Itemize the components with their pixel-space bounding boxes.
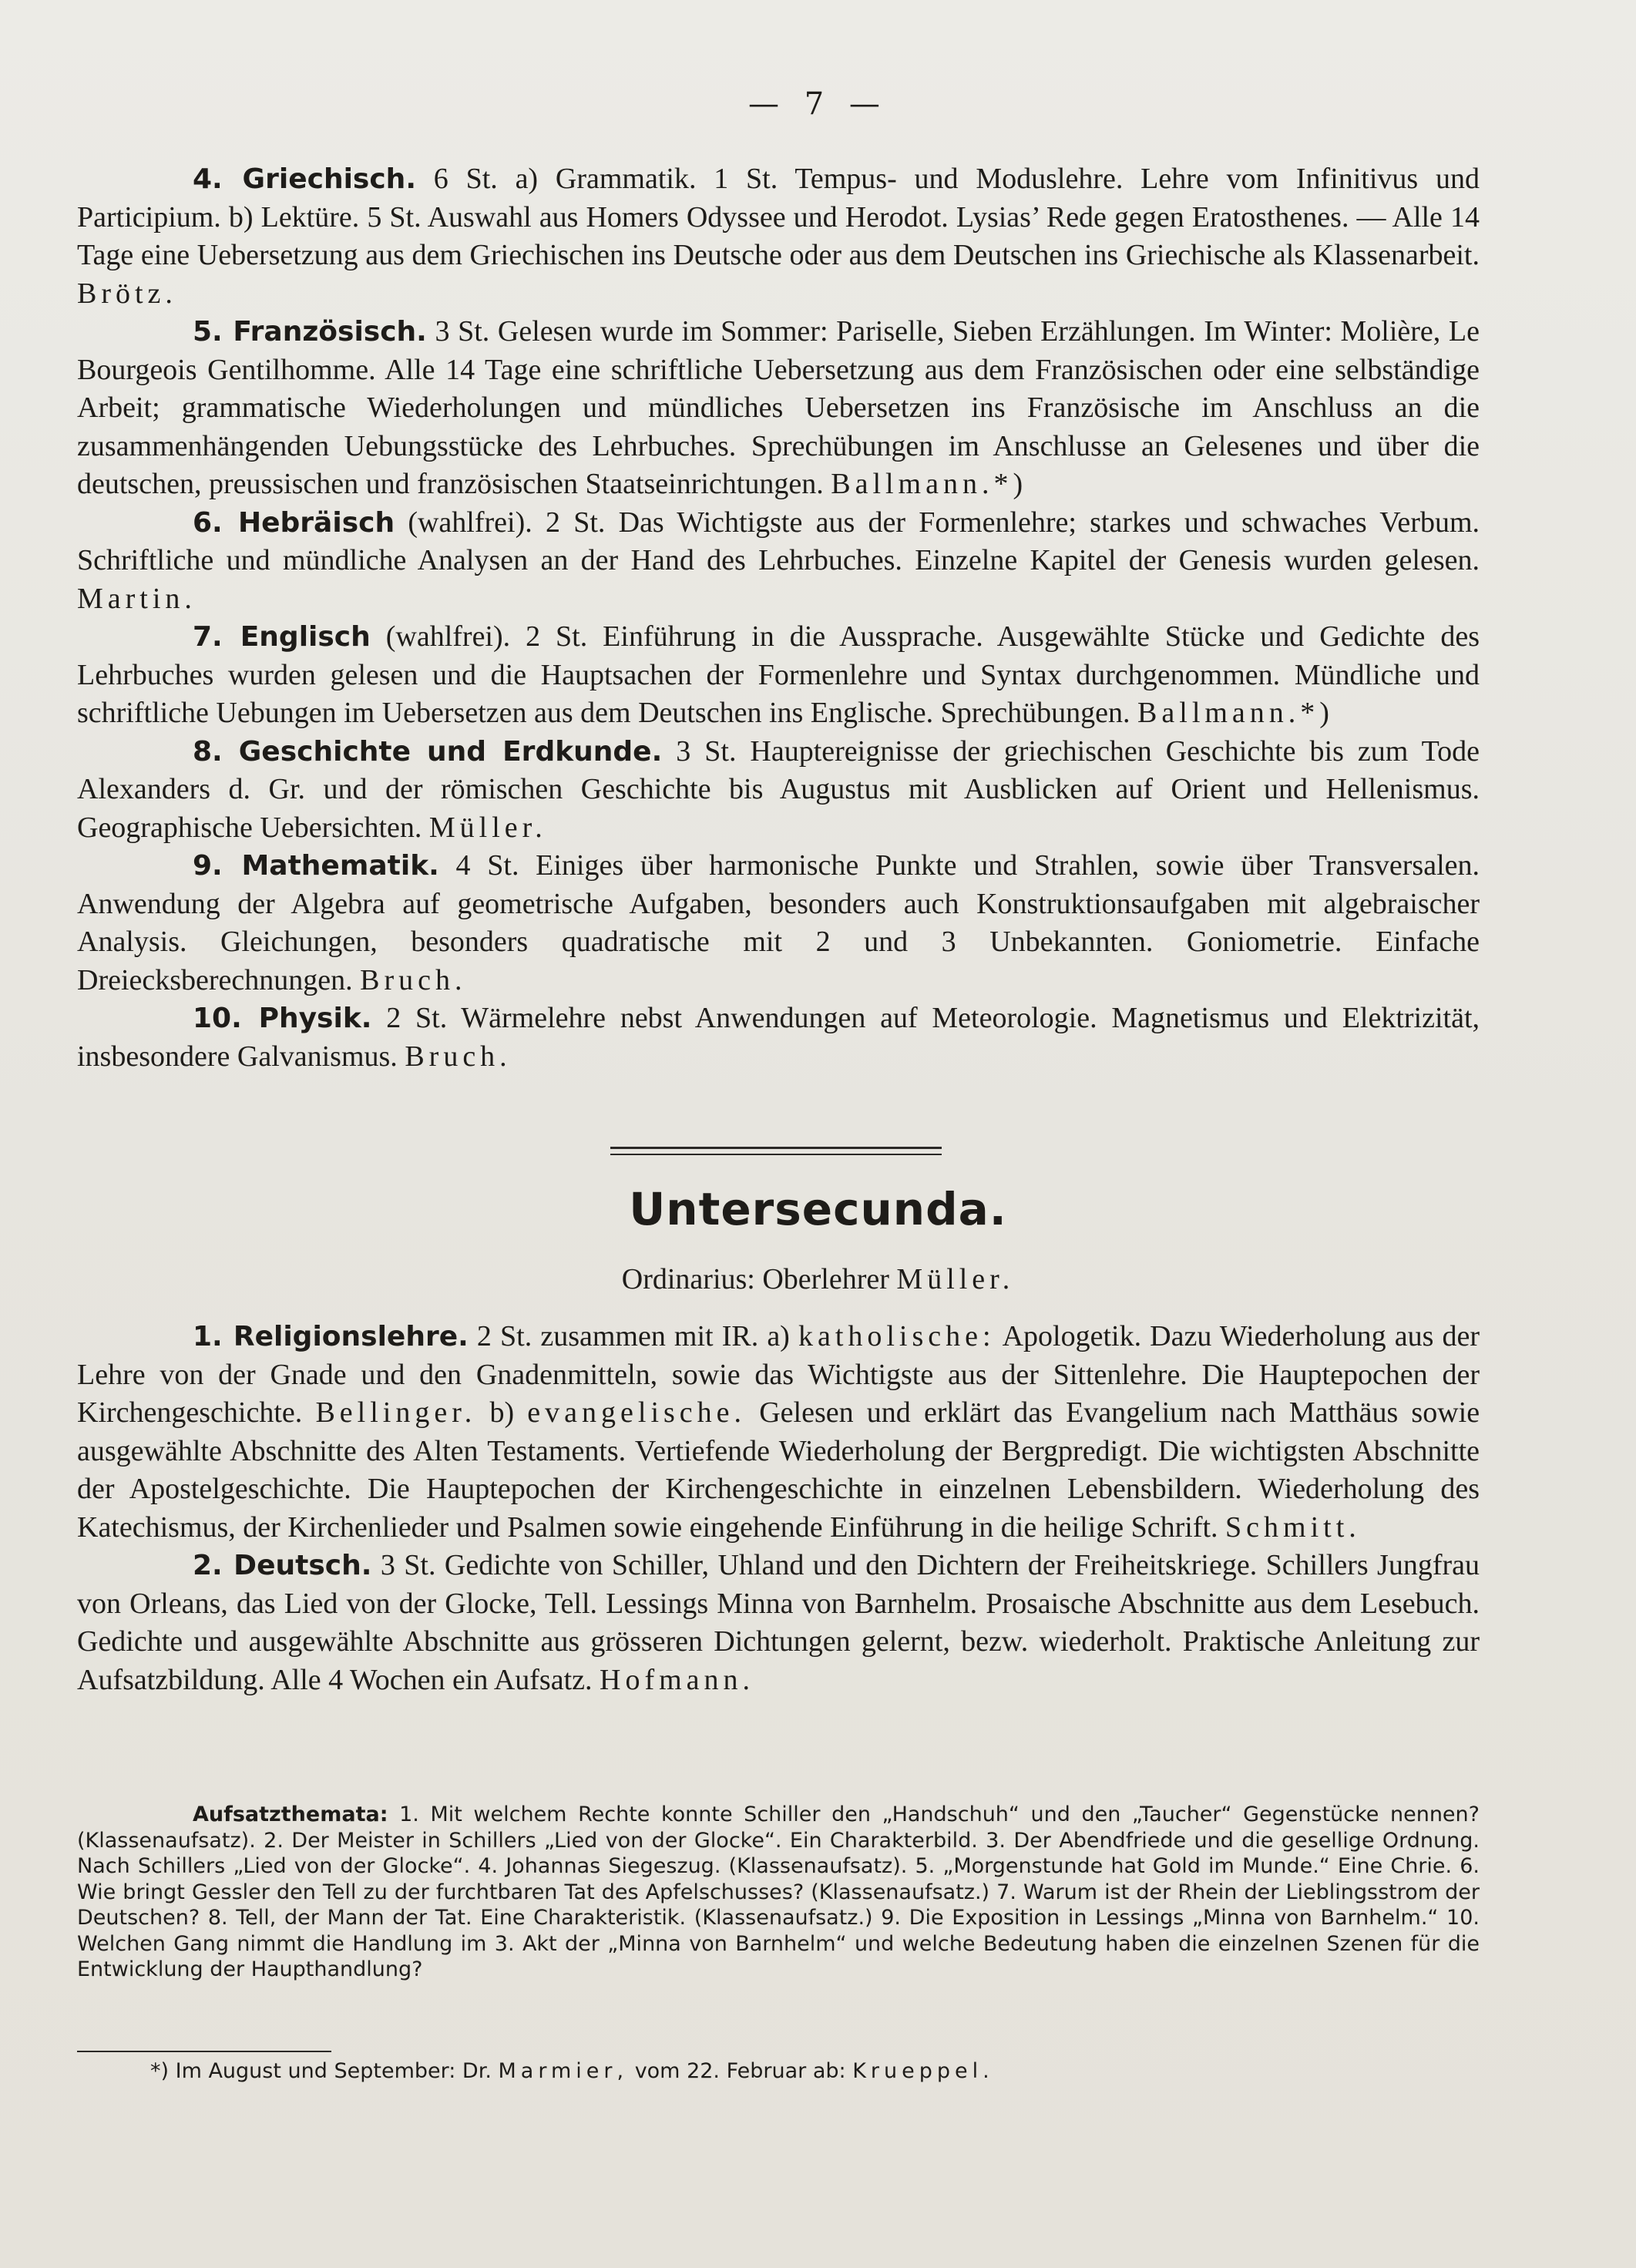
upper-sections [77,160,1480,1076]
teacher-name: Brötz. [77,277,177,310]
aufsatz-text: 1. Mit welchem Rechte konnte Schiller den „Handschuh“ und den „Taucher“ Gegenstücke nennen? (Klassenaufsatz). 2. Der Meister in Schillers „Lied von der Glocke“. Ein Charakterbild. 3. Der Abendfriede und die gesellige Ordnung. Nach Schillers „Lied von der Glocke“. 4. Johannas Siegeszug. (Klassenaufsatz). 5. „Morgenstunde hat Gold im Munde.“ Eine Chrie. 6. Wie bringt Gessler den Tell zu der furchtbaren Tat des Apfelschusses? (Klassenaufsatz.) 7. Warum ist der Rhein der Lieblingsstrom der Deutschen? 8. Tell, der Mann der Tat. Eine Charakteristik. (Klassenaufsatz.) 9. Die Exposition in Lessings „Minna von Barnhelm.“ 10. Welchen Gang nimmt die Handlung im 3. Akt der „Minna von Barnhelm“ und welche Bedeutung haben die einzelnen Szenen für die Entwicklung der Haupthandlung? [77,1803,1480,1981]
section-body: Gelesen und erklärt das Evangelium nach Matthäus sowie ausgewählte Abschnitte des Alten Testaments. Vertiefende Wiederholung der Bergpredigt. Die wichtigsten Abschnitte der Apostelgeschichte. Die Hauptepochen der Kirchengeschichte in einzelnen Lebensbildern. Wiederholung des Katechismus, der Kirchenlieder und Psalmen sowie eingehende Einführung in die heilige Schrift. [77,1396,1480,1544]
footnote-text: *) Im August und September: Dr. [150,2059,492,2083]
section-heading: 6. Hebräisch [193,506,395,539]
teacher-name: Martin. [77,582,197,615]
section-prefix: b) [489,1396,515,1429]
section-heading: 7. Englisch [193,621,371,653]
ordinarius-label: Ordinarius: Oberlehrer [621,1263,889,1295]
section-body: 6 St. a) Grammatik. 1 St. Tempus- und Moduslehre. Lehre vom Infinitivus und Participium. b) Lektüre. 5 St. Auswahl aus Homers Odyssee und Herodot. Lysias’ Rede gegen Eratosthenes. — Alle 14 Tage eine Uebersetzung aus dem Griechischen ins Deutsche oder aus dem Deutschen ins Griechische als Klassenarbeit. [77,163,1480,271]
section-heading: 4. Griechisch. [193,163,416,195]
section-hebraeisch [77,504,1480,619]
page-number: — 7 — [748,86,888,122]
section-deutsch [77,1547,1480,1699]
teacher-name: Ballmann.*) [1137,697,1334,729]
divider-rule [610,1154,942,1155]
section-heading: 9. Mathematik. [193,850,439,882]
footnote-name: Marmier, [498,2059,629,2083]
section-griechisch [77,160,1480,313]
aufsatz-paragraph [77,1802,1480,1983]
section-heading: 5. Französisch. [193,316,427,348]
section-geschichte [77,733,1480,848]
teacher-name: Müller. [428,811,547,844]
divider-rule [610,1147,942,1149]
section-englisch [77,618,1480,733]
ordinarius-line [0,1262,1636,1296]
section-religionslehre [77,1318,1480,1547]
denomination-label: katholische: [798,1320,996,1352]
section-body: (wahlfrei). 2 St. Einführung in die Aussprache. Ausgewählte Stücke und Gedichte des Lehrbuches wurden gelesen und die Hauptsachen der Formenlehre und Syntax durchgenommen. Mündliche und schriftliche Uebungen im Uebersetzen aus dem Deutschen ins Englische. Sprechübungen. [77,620,1480,729]
section-body: 3 St. Hauptereignisse der griechischen Geschichte bis zum Tode Alexanders d. Gr. und der römischen Geschichte bis Augustus mit Ausblicken auf Orient und Hellenismus. Geographische Uebersichten. [77,734,1480,844]
lower-sections [77,1318,1480,1699]
class-title: Untersecunda. [629,1183,1007,1235]
section-franzoesisch [77,313,1480,504]
ordinarius-name: Müller. [896,1263,1015,1295]
teacher-name: Bruch. [360,963,467,996]
section-heading: 10. Physik. [193,1003,372,1034]
section-body: 4 St. Einiges über harmonische Punkte und Strahlen, sowie über Transversalen. Anwendung der Algebra auf geometrische Aufgaben, besonders auch Konstruktionsaufgaben mit algebraischer Analysis. Gleichungen, besonders quadratische mit 2 und 3 Unbekannten. Goniometrie. Einfache Dreiecksberechnungen. [77,849,1480,996]
footnote-mid: vom 22. Februar ab: [634,2059,846,2083]
section-intro: 2 St. zusammen mit IR. a) [476,1320,790,1352]
footnote-rule [77,2051,331,2052]
teacher-name: Ballmann.*) [831,468,1028,500]
section-mathematik [77,847,1480,1000]
aufsatzthemata [77,1802,1480,1983]
section-body: 3 St. Gedichte von Schiller, Uhland und den Dichtern der Freiheitskriege. Schillers Jungfrau von Orleans, das Lied von der Glocke, Tell. Lessings Minna von Barnhelm. Prosaische Abschnitte aus dem Lesebuch. Gedichte und ausgewählte Abschnitte aus grösseren Dichtungen gelernt, bezw. wiederholt. Praktische Anleitung zur Aufsatzbildung. Alle 4 Wochen ein Aufsatz. [77,1549,1480,1696]
denomination-label: evangelische. [527,1396,747,1429]
section-body: 3 St. Gelesen wurde im Sommer: Pariselle, Sieben Erzählungen. Im Winter: Molière, Le Bourgeois Gentilhomme. Alle 14 Tage eine schriftliche Uebersetzung aus dem Französischen oder eine selbständige Arbeit; grammatische Wiederholungen und mündliches Uebersetzen ins Französische im Anschluss an die zusammenhängenden Uebungsstücke des Lehrbuches. Sprechübungen im Anschlusse an Gelesenes und über die deutschen, preussischen und französischen Staatseinrichtungen. [77,315,1480,500]
teacher-name: Bellinger. [315,1396,477,1429]
section-heading: 8. Geschichte und Erdkunde. [193,735,663,768]
footnote [150,2059,1460,2083]
teacher-name: Bruch. [405,1040,512,1073]
section-body: (wahlfrei). 2 St. Das Wichtigste aus der Formenlehre; starkes und schwaches Verbum. Schriftliche und mündliche Analysen an der Hand des Lehrbuches. Einzelne Kapitel der Genesis wurden gelesen. [77,506,1480,576]
teacher-name: Schmitt. [1225,1510,1361,1544]
section-heading: 2. Deutsch. [193,1550,372,1581]
teacher-name: Hofmann. [600,1663,755,1696]
section-heading: 1. Religionslehre. [193,1321,469,1352]
footnote-name: Krueppel. [852,2059,994,2083]
aufsatz-label: Aufsatzthemata: [193,1803,388,1826]
section-body: 2 St. Wärmelehre nebst Anwendungen auf Meteorologie. Magnetismus und Elektrizität, insbesondere Galvanismus. [77,1002,1480,1073]
section-physik [77,1000,1480,1076]
section-body: Apologetik. Dazu Wiederholung aus der Lehre von der Gnade und den Gnadenmitteln, sowie das Wichtigste aus der Sittenlehre. Die Hauptepochen der Kirchengeschichte. [77,1320,1480,1429]
